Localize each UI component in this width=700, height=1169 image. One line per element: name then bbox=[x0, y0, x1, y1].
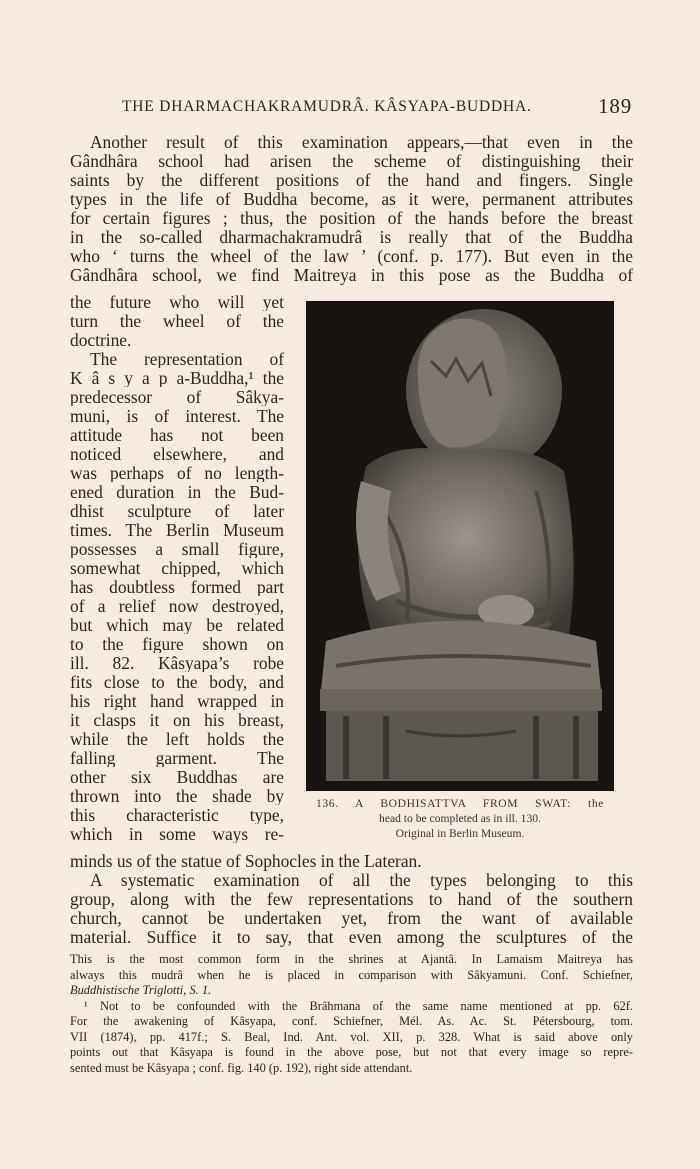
footnotes bbox=[70, 952, 633, 1076]
text-line: has doubtless formed part bbox=[70, 577, 284, 596]
footnote-line: For the awakening of Kâsyapa, conf. Schiefner, Mél. As. Ac. St. Pétersbourg, tom. bbox=[70, 1014, 633, 1028]
text-line: group, along with the few representations to hand of the southern bbox=[70, 890, 633, 909]
sculpture-image bbox=[306, 301, 614, 791]
text-line: noticed elsewhere, and bbox=[70, 444, 284, 463]
text-line: Gândhâra school, we find Maitreya in this pose as the Buddha of bbox=[70, 266, 633, 285]
text-line: minds us of the statue of Sophocles in the Lateran. bbox=[70, 851, 422, 871]
text-line: A systematic examination of all the types belonging to this bbox=[90, 871, 633, 890]
caption-line: 136. A BODHISATTVA FROM SWAT: the bbox=[316, 797, 604, 810]
paragraph-bottom bbox=[70, 852, 633, 947]
text-line: attitude has not been bbox=[70, 425, 284, 444]
text-line: the future who will yet bbox=[70, 292, 284, 311]
paragraph-top bbox=[70, 133, 633, 285]
text-line: Another result of this examination appears,—that even in the bbox=[90, 133, 633, 152]
text-line: turn the wheel of the bbox=[70, 311, 284, 330]
footnote-line: always this mudrâ when he is placed in comparison with Sâkyamuni. Conf. Schiefner, bbox=[70, 967, 633, 982]
text-line: types in the life of Buddha become, as it were, permanent attributes bbox=[70, 190, 633, 209]
text-line: material. Suffice it to say, that even among the sculptures of the bbox=[70, 928, 633, 947]
text-line: ened duration in the Bud- bbox=[70, 482, 284, 501]
text-line: fits close to the body, and bbox=[70, 672, 284, 691]
text-line: in the so-called dharmachakramudrâ is really that of the Buddha bbox=[70, 228, 633, 247]
text-line: this characteristic type, bbox=[70, 805, 284, 824]
running-header bbox=[70, 96, 632, 122]
text-line: dhist sculpture of later bbox=[70, 501, 284, 520]
footnote-line: VII (1874), pp. 417f.; S. Beal, Ind. Ant. vol. XII, p. 328. What is said above only bbox=[70, 1029, 633, 1044]
text-line: The representation of bbox=[90, 349, 284, 368]
text-line: thrown into the shade by bbox=[70, 786, 284, 805]
text-line: to the figure shown on bbox=[70, 634, 284, 653]
text-line: his right hand wrapped in bbox=[70, 691, 284, 710]
text-line: while the left holds the bbox=[70, 729, 284, 748]
text-line: was perhaps of no length- bbox=[70, 463, 284, 482]
running-title: THE DHARMACHAKRAMUDRÂ. KÂSYAPA-BUDDHA. bbox=[122, 98, 532, 115]
text-line: other six Buddhas are bbox=[70, 767, 284, 786]
text-line: muni, is of interest. The bbox=[70, 406, 284, 425]
text-line: Gândhâra school had arisen the scheme of distinguishing their bbox=[70, 152, 633, 171]
text-line: saints by the different positions of the hand and fingers. Single bbox=[70, 171, 633, 190]
text-line: ill. 82. Kâsyapa’s robe bbox=[70, 653, 284, 672]
text-line: doctrine. bbox=[70, 330, 132, 349]
footnote-line: ¹ Not to be confounded with the Brâhmana of the same name mentioned at pp. 62f. bbox=[84, 998, 633, 1013]
text-line: K â s y a p a-Buddha,¹ the bbox=[70, 368, 284, 387]
text-line: which in some ways re- bbox=[70, 824, 284, 843]
text-line: falling garment. The bbox=[70, 748, 284, 767]
caption-line: Original in Berlin Museum. bbox=[395, 827, 525, 840]
text-line: times. The Berlin Museum bbox=[70, 520, 284, 539]
text-line: but which may be related bbox=[70, 615, 284, 634]
text-line: predecessor of Sâkya- bbox=[70, 387, 284, 406]
text-line: possesses a small figure, bbox=[70, 539, 284, 558]
text-line: for certain figures ; thus, the position of the hands before the breast bbox=[70, 209, 633, 228]
figure-caption bbox=[302, 796, 618, 841]
caption-line: head to be completed as in ill. 130. bbox=[379, 812, 541, 825]
text-line: who ‘ turns the wheel of the law ’ (conf. p. 177). But even in the bbox=[70, 247, 633, 266]
page-number: 189 bbox=[598, 94, 632, 118]
text-line: church, cannot be undertaken yet, from the want of available bbox=[70, 909, 633, 928]
wrapped-column bbox=[70, 292, 284, 843]
footnote-line: points out that Kâsyapa is found in the above pose, but not that every image so repre- bbox=[70, 1045, 633, 1059]
text-line: it clasps it on his breast, bbox=[70, 710, 284, 729]
text-line: somewhat chipped, which bbox=[70, 558, 284, 577]
text-line: of a relief now destroyed, bbox=[70, 596, 284, 615]
footnote-line: This is the most common form in the shrines at Ajantâ. In Lamaism Maitreya has bbox=[70, 952, 633, 966]
bodhisattva-photograph bbox=[306, 301, 614, 791]
footnote-line: sented must be Kâsyapa ; conf. fig. 140 (p. 192), right side attendant. bbox=[70, 1060, 413, 1075]
footnote-line: Buddhistische Triglotti, S. 1. bbox=[70, 983, 212, 997]
